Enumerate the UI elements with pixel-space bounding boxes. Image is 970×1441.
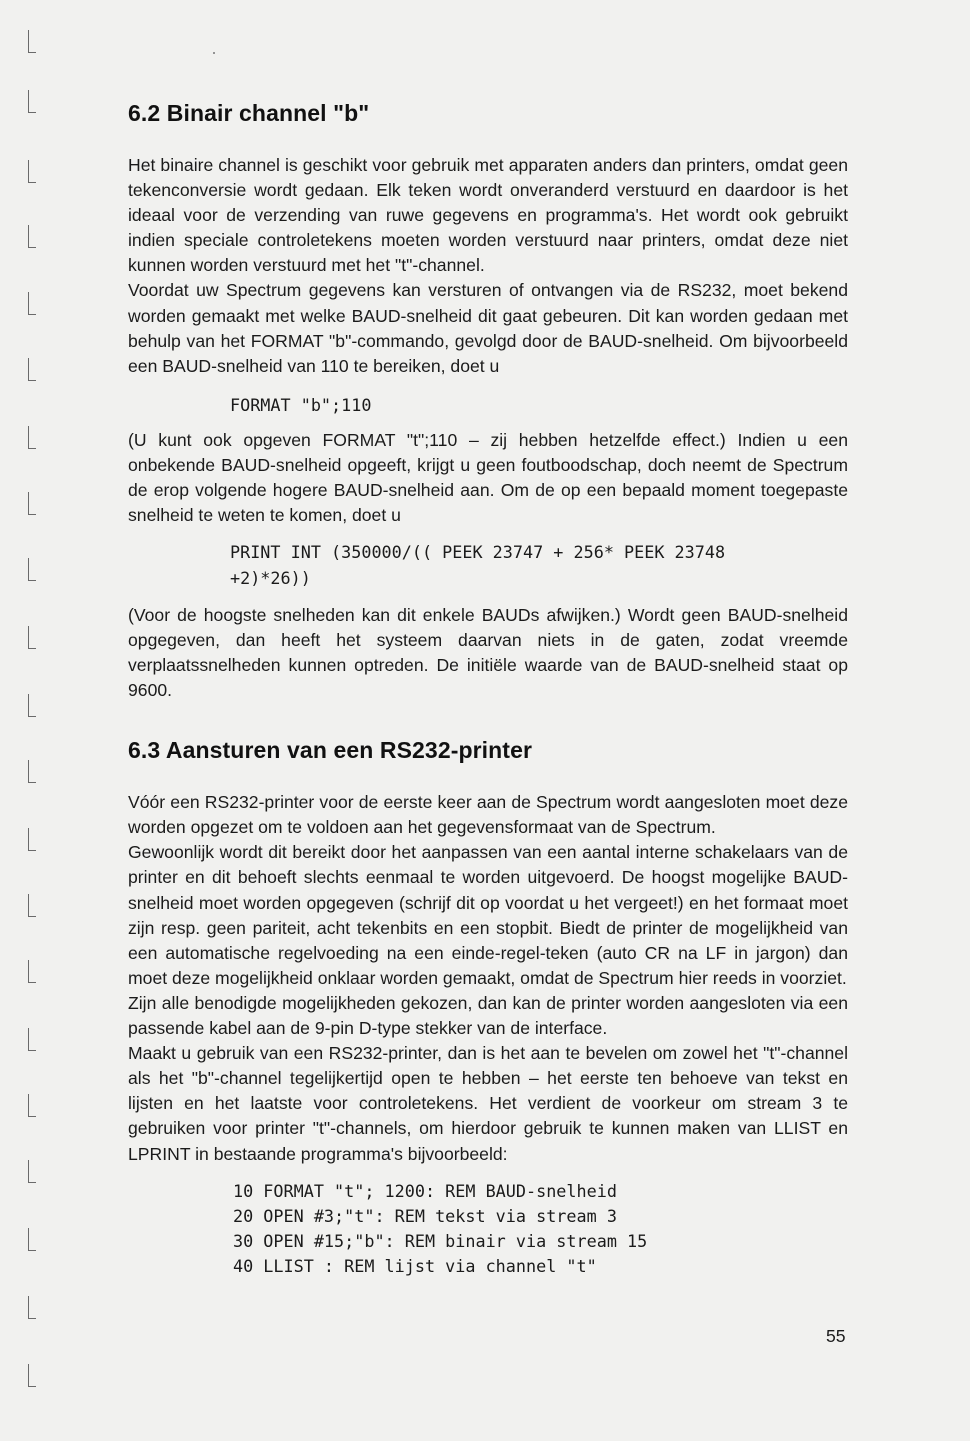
binding-mark bbox=[28, 358, 36, 381]
paragraph: Vóór een RS232-printer voor de eerste keer aan de Spectrum wordt aangesloten moet deze worden opgezet om te voldoen aan het gegevensformaat van de Spectrum. bbox=[128, 792, 848, 838]
code-line: PRINT INT (350000/(( PEEK 23747 + 256* PEEK 23748 bbox=[230, 542, 726, 563]
binding-mark bbox=[28, 960, 36, 983]
page-content bbox=[128, 100, 848, 1279]
code-line: 10 FORMAT "t"; 1200: REM BAUD-snelheid bbox=[233, 1180, 617, 1201]
code-line: +2)*26)) bbox=[230, 567, 311, 588]
paragraph: (Voor de hoogste snelheden kan dit enkele BAUDs afwijken.) Wordt geen BAUD-snelheid opgegeven, dan heeft het systeem daarvan niets in de gaten, zodat vreemde verplaatssnelheden kunnen optreden. De initiële waarde van de BAUD-snelheid staat op 9600. bbox=[128, 604, 848, 701]
paragraph: (U kunt ook opgeven FORMAT "t";110 – zij hebben hetzelfde effect.) Indien u een onbekende BAUD-snelheid opgeeft, krijgt u geen foutboodschap, doch neemt de Spectrum de erop volgende hogere BAUD-snelheid aan. Om de op een bepaald moment toegepaste snelheid te weten te komen, doet u bbox=[128, 430, 848, 526]
binding-mark bbox=[28, 30, 36, 53]
binding-mark bbox=[28, 1296, 36, 1319]
paragraph: Zijn alle benodigde mogelijkheden gekozen, dan kan de printer worden aangesloten via een passende kabel aan de 9-pin D-type stekker van de interface. bbox=[128, 992, 848, 1039]
binding-mark bbox=[28, 694, 36, 717]
binding-mark bbox=[28, 828, 36, 851]
binding-mark bbox=[28, 1364, 36, 1387]
binding-mark bbox=[28, 1228, 36, 1251]
code-line: 40 LLIST : REM lijst via channel "t" bbox=[233, 1256, 597, 1277]
binding-mark bbox=[28, 1160, 36, 1183]
section-heading-6-3: 6.3 Aansturen van een RS232-printer bbox=[128, 737, 533, 764]
section-heading-6-2: 6.2 Binair channel "b" bbox=[128, 100, 370, 126]
binding-mark bbox=[28, 90, 36, 113]
binding-holes bbox=[28, 30, 40, 1430]
paragraph: Gewoonlijk wordt dit bereikt door het aanpassen van een aantal interne schakelaars van de printer en dit behoeft slechts eenmaal te worden uitgevoerd. De hoogst mogelijke BAUD-snelheid moet worden opgegeven (schrijf dit op voordat u het vergeet!) en het formaat moet zijn resp. geen pariteit, acht tekenbits en een stopbit. Biedt de printer de mogelijkheid van een automatische regelvoeding na een einde-regel-teken (auto CR na LF in jargon) dan moet deze mogelijkheid onklaar worden gemaakt, omdat de Spectrum hier reeds in voorziet. bbox=[128, 842, 848, 988]
binding-mark bbox=[28, 626, 36, 649]
code-example: FORMAT "b";110 bbox=[230, 394, 372, 415]
binding-mark bbox=[28, 894, 36, 917]
paragraph: Maakt u gebruik van een RS232-printer, dan is het aan te bevelen om zowel het "t"-channel als het "b"-channel tegelijkertijd open te hebben – het eerste ten behoeve van tekst en lijsten en het laatste voor controletekens. Het verdient de voorkeur om stream 3 te gebruiken voor printer "t"-channels, om hierdoor gebruik te kunnen maken van LLIST en LPRINT in bestaande programma's bijvoorbeeld: bbox=[128, 1043, 848, 1164]
binding-mark bbox=[28, 225, 36, 248]
page-number: 55 bbox=[826, 1326, 846, 1346]
paragraph: Voordat uw Spectrum gegevens kan versturen of ontvangen via de RS232, moet bekend worden gemaakt met welke BAUD-snelheid dit gaat gebeuren. Dit kan worden gedaan met behulp van het FORMAT "b"-commando, gevolgd door de BAUD-snelheid. Om bijvoorbeeld een BAUD-snelheid van 110 te bereiken, doet u bbox=[128, 280, 848, 376]
binding-mark bbox=[28, 292, 36, 315]
speck bbox=[213, 52, 215, 54]
paragraph: Het binaire channel is geschikt voor gebruik met apparaten anders dan printers, omdat geen tekenconversie wordt gedaan. Elk teken wordt onveranderd verstuurd en daardoor is het ideaal voor de verzending van ruwe gegevens en programma's. Het wordt ook gebruikt indien speciale controletekens moeten worden verstuurd naar printers, omdat deze niet kunnen worden verstuurd met het "t"-channel. bbox=[128, 155, 848, 276]
code-listing bbox=[233, 1179, 848, 1280]
binding-mark bbox=[28, 492, 36, 515]
binding-mark bbox=[28, 1094, 36, 1117]
binding-mark bbox=[28, 160, 36, 183]
code-line: 30 OPEN #15;"b": REM binair via stream 15 bbox=[233, 1231, 648, 1252]
code-example bbox=[230, 540, 848, 590]
binding-mark bbox=[28, 426, 36, 449]
code-line: 20 OPEN #3;"t": REM tekst via stream 3 bbox=[233, 1205, 617, 1226]
binding-mark bbox=[28, 1028, 36, 1051]
binding-mark bbox=[28, 558, 36, 581]
binding-mark bbox=[28, 760, 36, 783]
